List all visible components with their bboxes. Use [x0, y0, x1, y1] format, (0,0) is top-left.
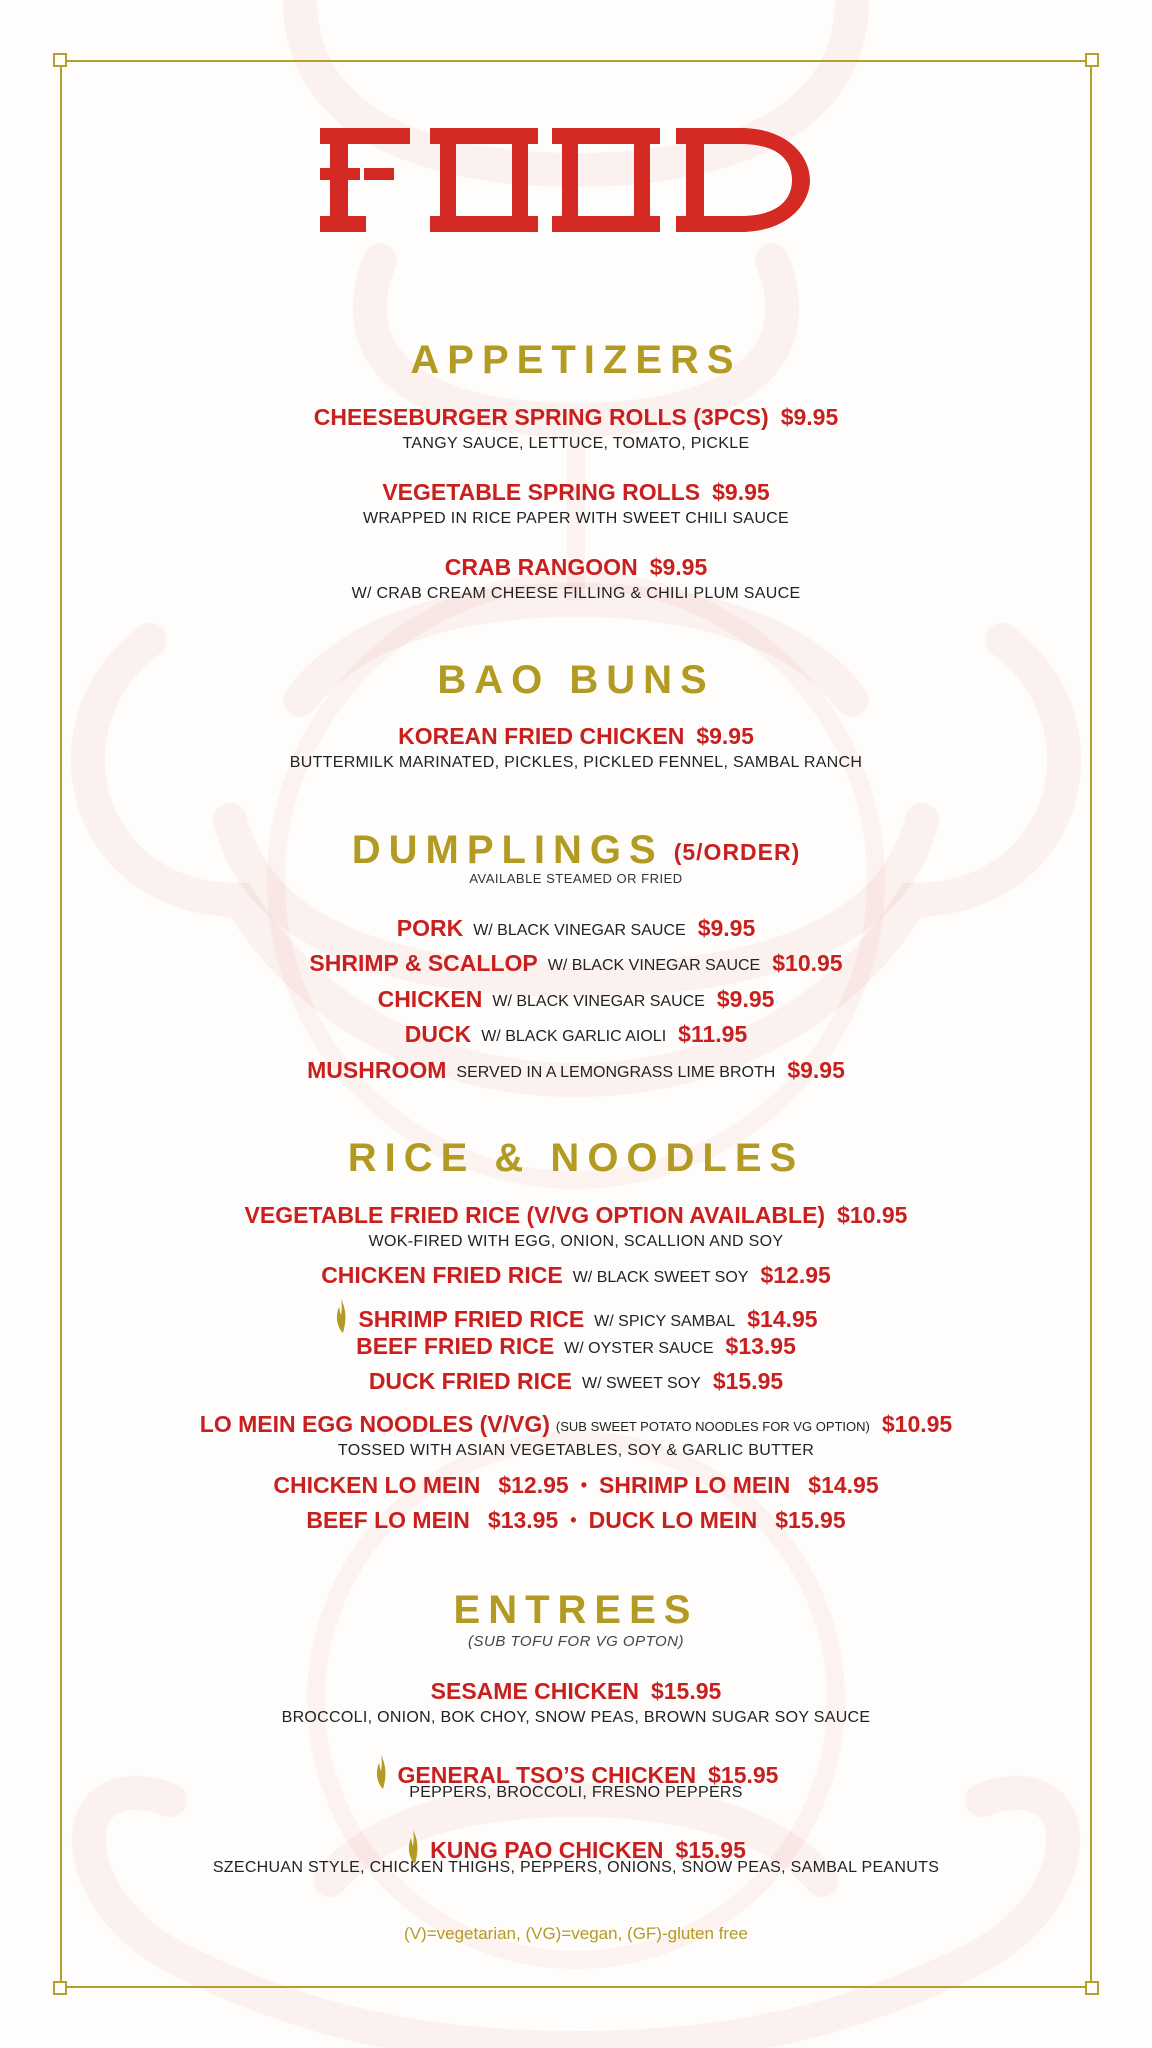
- separator-dot: •: [570, 1510, 577, 1530]
- item-price: $9.95: [696, 723, 754, 749]
- item-name: DUCK FRIED RICE: [368, 1368, 572, 1394]
- item-price: $12.95: [498, 1472, 569, 1498]
- item-price: $11.95: [678, 1021, 748, 1047]
- item-name: PORK: [396, 915, 464, 941]
- item-price: $15.95: [708, 1762, 779, 1788]
- item-description: W/ SPICY SAMBAL: [594, 1313, 736, 1330]
- item-price: $12.95: [760, 1262, 831, 1288]
- item-price: $13.95: [487, 1507, 559, 1533]
- item-name: SHRIMP & SCALLOP: [309, 950, 538, 976]
- item-name: LO MEIN EGG NOODLES (V/VG): [199, 1411, 550, 1437]
- menu-item: [0, 406, 1152, 429]
- section-subtitle: (5/ORDER): [673, 839, 801, 865]
- item-name: BEEF LO MEIN: [306, 1507, 470, 1533]
- item-price: $10.95: [837, 1202, 908, 1228]
- food-title-logo: [320, 128, 810, 232]
- section-title-text: DUMPLINGS: [351, 828, 664, 872]
- item-name: CHICKEN: [377, 986, 483, 1012]
- item-description: W/ BLACK VINEGAR SAUCE: [547, 957, 761, 974]
- menu-item: [0, 988, 1152, 1011]
- item-description: W/ CRAB CREAM CHEESE FILLING & CHILI PLUM SAUCE: [351, 585, 801, 602]
- item-price: $14.95: [808, 1472, 879, 1498]
- item-name: DUCK: [404, 1021, 472, 1047]
- menu-item: [0, 1264, 1152, 1287]
- section-title-appetizers: APPETIZERS: [410, 338, 742, 382]
- item-name: MUSHROOM: [307, 1057, 447, 1083]
- item-description: BUTTERMILK MARINATED, PICKLES, PICKLED FENNEL, SAMBAL RANCH: [289, 754, 863, 771]
- lo-mein-variants-row: [0, 1474, 1152, 1497]
- item-description: TOSSED WITH ASIAN VEGETABLES, SOY & GARLIC BUTTER: [337, 1442, 815, 1459]
- menu-item: [0, 1680, 1152, 1703]
- item-price: $15.95: [712, 1368, 784, 1394]
- item-note: (SUB SWEET POTATO NOODLES FOR VG OPTION): [555, 1419, 870, 1434]
- item-price: $10.95: [772, 950, 843, 976]
- menu-item: [0, 1335, 1152, 1358]
- item-price: $9.95: [716, 986, 775, 1012]
- item-price: $15.95: [775, 1507, 846, 1533]
- item-name: CHICKEN FRIED RICE: [321, 1262, 563, 1288]
- item-name: GENERAL TSO’S CHICKEN: [397, 1762, 697, 1788]
- item-description: BROCCOLI, ONION, BOK CHOY, SNOW PEAS, BROWN SUGAR SOY SAUCE: [281, 1709, 871, 1726]
- item-price: $10.95: [881, 1411, 953, 1437]
- item-name: BEEF FRIED RICE: [356, 1333, 555, 1359]
- menu-item: [0, 1413, 1152, 1436]
- section-title-entrees: ENTREES: [453, 1588, 699, 1632]
- section-title-bao-buns: BAO BUNS: [437, 658, 715, 702]
- menu-item: [0, 952, 1152, 975]
- section-title-dumplings: [0, 830, 1152, 870]
- item-description: PEPPERS, BROCCOLI, FRESNO PEPPERS: [409, 1784, 743, 1801]
- item-description: W/ BLACK VINEGAR SAUCE: [492, 993, 705, 1010]
- item-name: SHRIMP FRIED RICE: [358, 1306, 585, 1332]
- chili-flame-icon: [374, 1755, 388, 1789]
- item-price: $15.95: [650, 1678, 722, 1704]
- item-name: SESAME CHICKEN: [430, 1678, 639, 1704]
- item-name: DUCK LO MEIN: [588, 1507, 758, 1533]
- item-description: SERVED IN A LEMONGRASS LIME BROTH: [456, 1064, 776, 1081]
- item-description: SZECHUAN STYLE, CHICKEN THIGHS, PEPPERS, ONIONS, SNOW PEAS, SAMBAL PEANUTS: [212, 1859, 940, 1876]
- menu-item: [0, 1023, 1152, 1046]
- menu-item: [0, 917, 1152, 940]
- item-name: KUNG PAO CHICKEN: [430, 1837, 664, 1863]
- item-name: VEGETABLE SPRING ROLLS: [382, 479, 701, 505]
- menu-item: [0, 1204, 1152, 1227]
- section-note: AVAILABLE STEAMED OR FRIED: [469, 871, 683, 886]
- item-description: W/ SWEET SOY: [581, 1375, 701, 1392]
- item-name: CRAB RANGOON: [444, 554, 638, 580]
- item-price: $13.95: [725, 1333, 796, 1359]
- item-description: TANGY SAUCE, LETTUCE, TOMATO, PICKLE: [402, 435, 750, 452]
- item-price: $9.95: [780, 404, 839, 430]
- menu-item: [0, 556, 1152, 579]
- item-description: W/ BLACK VINEGAR SAUCE: [473, 922, 686, 939]
- item-name: CHICKEN LO MEIN: [273, 1472, 481, 1498]
- item-description: WOK-FIRED WITH EGG, ONION, SCALLION AND SOY: [368, 1233, 784, 1250]
- menu-item: [0, 725, 1152, 748]
- item-price: $14.95: [747, 1306, 818, 1332]
- item-description: W/ BLACK SWEET SOY: [572, 1269, 749, 1286]
- menu-item: [0, 1059, 1152, 1082]
- lo-mein-variants-row: [0, 1509, 1152, 1532]
- item-price: $9.95: [787, 1057, 845, 1083]
- section-title-rice-noodles: RICE & NOODLES: [347, 1136, 805, 1180]
- item-price: $9.95: [649, 554, 708, 580]
- item-price: $15.95: [675, 1837, 746, 1863]
- item-price: $9.95: [697, 915, 756, 941]
- dietary-legend: (V)=vegetarian, (VG)=vegan, (GF)-gluten free: [404, 1924, 748, 1943]
- menu-item: [0, 1299, 1152, 1333]
- item-description: WRAPPED IN RICE PAPER WITH SWEET CHILI SAUCE: [363, 510, 789, 527]
- separator-dot: •: [580, 1475, 588, 1495]
- item-name: SHRIMP LO MEIN: [599, 1472, 791, 1498]
- item-price: $9.95: [712, 479, 770, 505]
- menu-item: [0, 481, 1152, 504]
- item-name: KOREAN FRIED CHICKEN: [398, 723, 685, 749]
- chili-flame-icon: [334, 1299, 348, 1333]
- section-note: (SUB TOFU FOR VG OPTON): [468, 1633, 684, 1650]
- item-description: W/ OYSTER SAUCE: [564, 1340, 714, 1357]
- menu-item: [0, 1370, 1152, 1393]
- item-name: VEGETABLE FRIED RICE (V/VG OPTION AVAILABLE): [244, 1202, 826, 1228]
- item-name: CHEESEBURGER SPRING ROLLS (3PCS): [313, 404, 769, 430]
- item-description: W/ BLACK GARLIC AIOLI: [481, 1028, 667, 1045]
